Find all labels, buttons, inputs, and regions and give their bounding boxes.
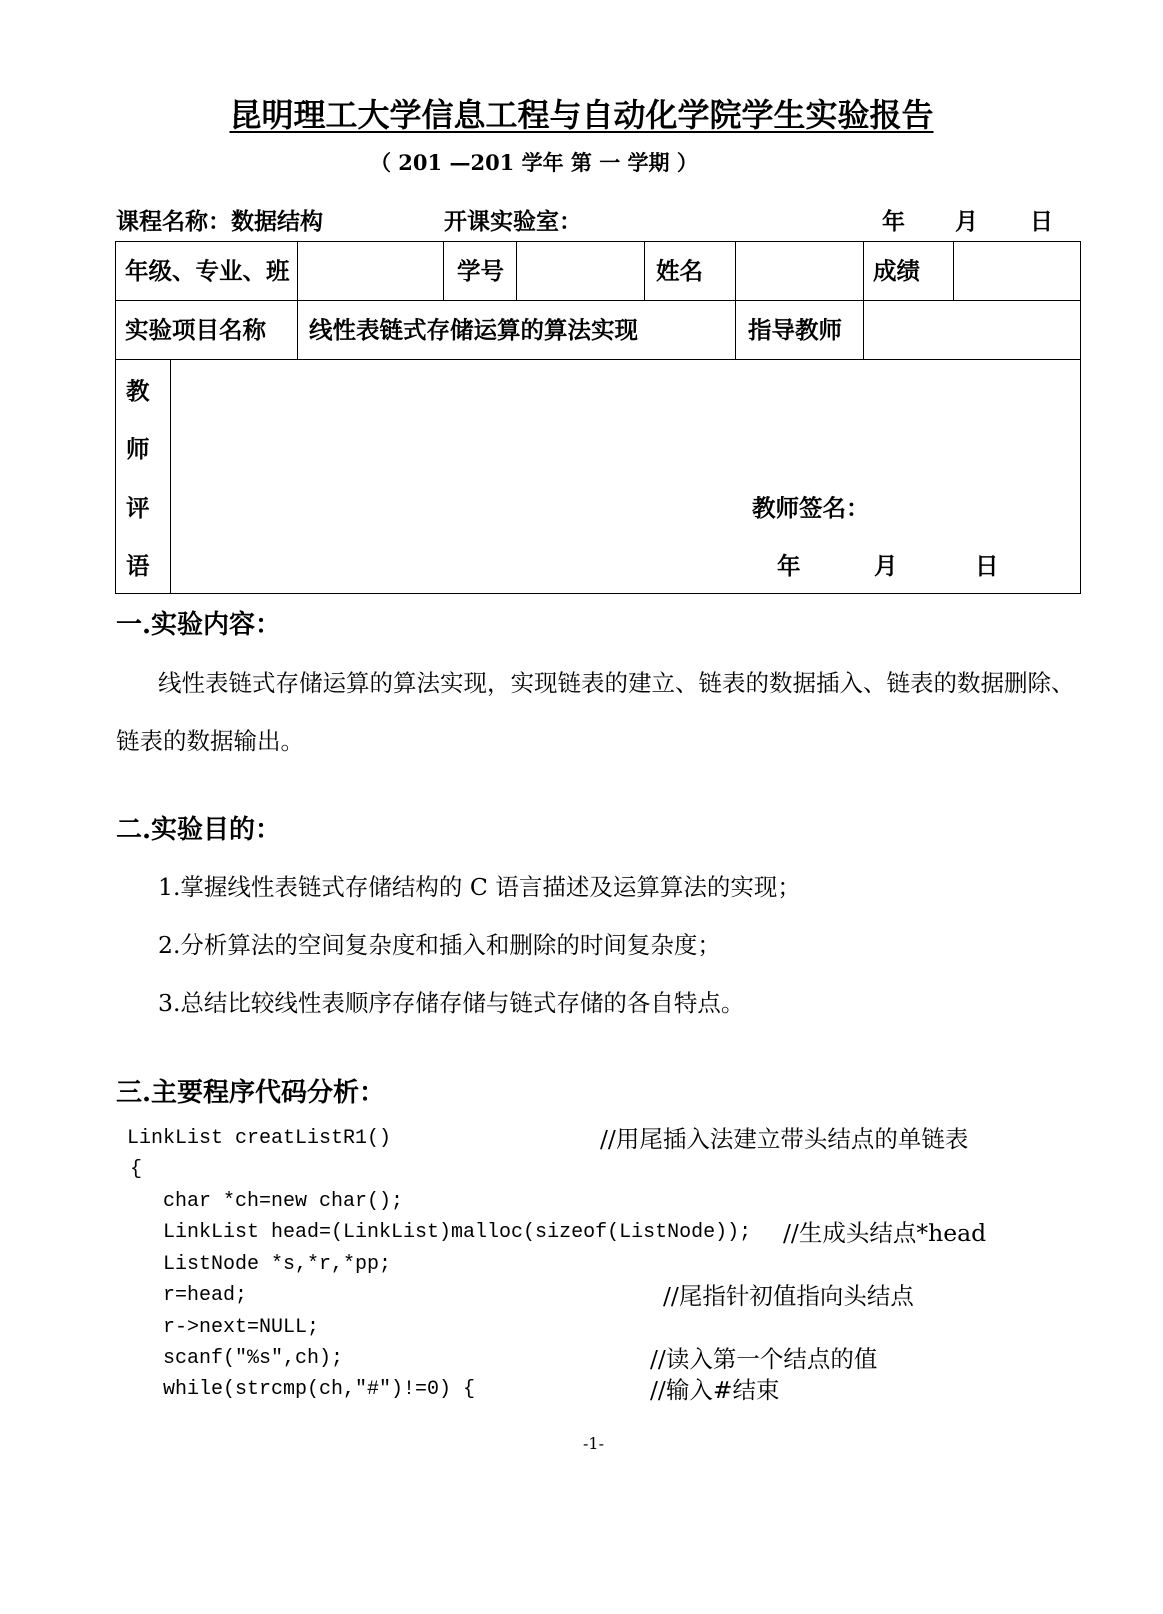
report-title: 昆明理工大学信息工程与自动化学院学生实验报告: [229, 96, 934, 134]
project-label: 实验项目名称: [125, 316, 266, 344]
academic-term: （ 201 —201 学年 第 一 学期 ）: [370, 150, 698, 175]
signature-month: 月: [874, 552, 898, 580]
code-line: r->next=NULL;: [163, 1316, 320, 1339]
code-line: while(strcmp(ch,"#")!=0) {: [163, 1378, 476, 1401]
content-paragraph-line: 线性表链式存储运算的算法实现，实现链表的建立、链表的数据插入、链表的数据删除、: [158, 669, 1075, 697]
project-label-cell: [115, 300, 298, 360]
name-label: 姓名: [656, 257, 703, 285]
teacher-comment-label-char: 师: [126, 435, 150, 463]
score-value-cell: [953, 241, 1081, 301]
code-comment: //读入第一个结点的值: [650, 1345, 878, 1373]
section-heading-content: 一.实验内容：: [116, 610, 282, 640]
teacher-signature-label: 教师签名：: [752, 494, 870, 522]
advisor-label: 指导教师: [748, 316, 842, 344]
objective-item: 2.分析算法的空间复杂度和插入和删除的时间复杂度；: [158, 931, 721, 959]
code-line: scanf("%s",ch);: [163, 1347, 344, 1370]
project-value: 线性表链式存储运算的算法实现: [309, 316, 638, 344]
code-line: LinkList head=(LinkList)malloc(sizeof(ListNode));: [163, 1221, 752, 1244]
signature-day: 日: [975, 552, 999, 580]
course-name: 课程名称：数据结构: [116, 208, 323, 235]
teacher-comment-label-char: 语: [126, 552, 150, 580]
code-comment: //尾指针初值指向头结点: [663, 1282, 914, 1310]
objective-item: 1.掌握线性表链式存储结构的 C 语言描述及运算算法的实现；: [158, 873, 801, 901]
section-heading-objectives: 二.实验目的：: [116, 815, 282, 845]
student-id-value-cell: [516, 241, 645, 301]
project-value-cell: [297, 300, 736, 360]
signature-year: 年: [777, 552, 801, 580]
name-value-cell: [735, 241, 864, 301]
teacher-comment-cell: [170, 359, 1081, 594]
advisor-label-cell: [735, 300, 864, 360]
header-year: 年: [882, 208, 905, 235]
code-line: ListNode *s,*r,*pp;: [163, 1253, 392, 1276]
teacher-comment-label-char: 教: [126, 377, 150, 405]
grade-label-cell: [115, 241, 298, 301]
objective-item: 3.总结比较线性表顺序存储存储与链式存储的各自特点。: [158, 989, 745, 1017]
student-id-label: 学号: [457, 257, 504, 285]
code-line: r=head;: [163, 1284, 248, 1307]
code-comment: //用尾插入法建立带头结点的单链表: [600, 1125, 969, 1153]
name-label-cell: [644, 241, 736, 301]
teacher-comment-label-cell: [115, 359, 171, 594]
code-comment: //输入#结束: [650, 1376, 780, 1404]
page-number: -1-: [583, 1434, 604, 1453]
code-line: char *ch=new char();: [163, 1190, 404, 1213]
grade-value-cell: [297, 241, 444, 301]
lab-room: 开课实验室：: [444, 208, 582, 235]
header-month: 月: [955, 208, 978, 235]
grade-label: 年级、专业、班: [125, 257, 290, 285]
student-id-label-cell: [443, 241, 517, 301]
teacher-comment-label-char: 评: [126, 494, 150, 522]
code-line: {: [130, 1158, 143, 1181]
header-day: 日: [1030, 208, 1053, 235]
score-label-cell: [863, 241, 954, 301]
content-paragraph-line: 链表的数据输出。: [116, 727, 304, 755]
advisor-value-cell: [863, 300, 1081, 360]
code-comment: //生成头结点*head: [783, 1219, 987, 1247]
code-line: LinkList creatListR1(): [127, 1127, 392, 1150]
section-heading-code-analysis: 三.主要程序代码分析：: [116, 1078, 386, 1108]
score-label: 成绩: [873, 257, 920, 285]
